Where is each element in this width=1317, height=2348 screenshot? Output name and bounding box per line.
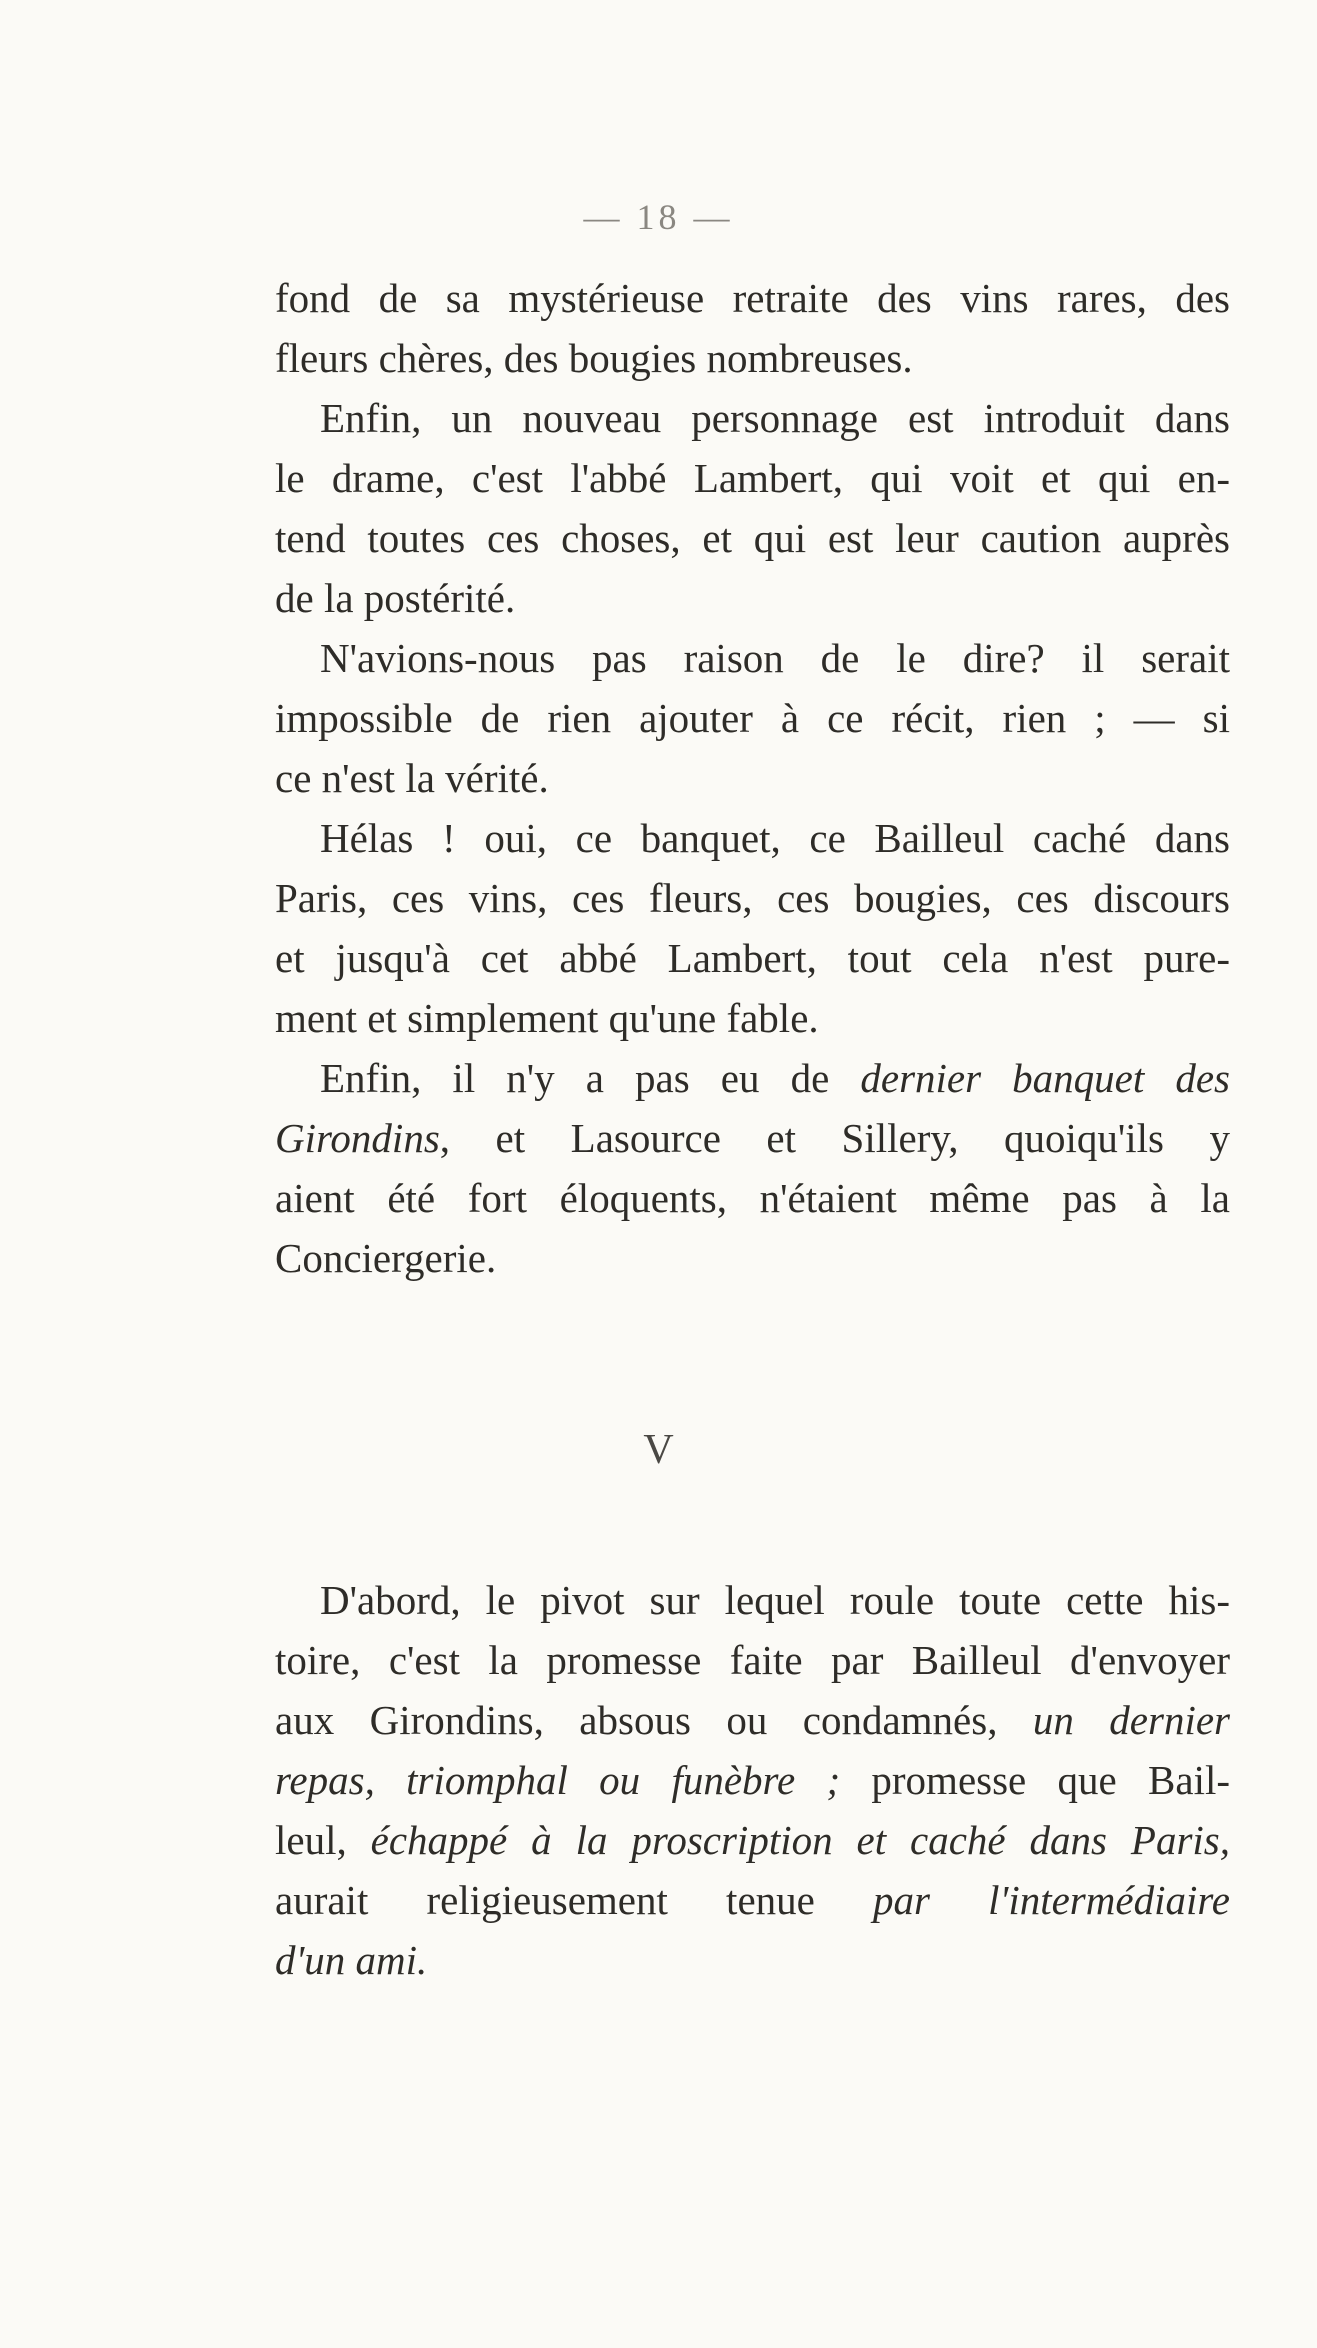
text-line: repas, triomphal ou funèbre ; promesse que Bail- [275,1757,1231,1803]
italic-text: Girondins [275,1115,440,1161]
italic-text: dernier banquet des [860,1055,1230,1101]
text-line: le drame, c'est l'abbé Lambert, qui voit et qui en- [275,455,1230,501]
italic-text: repas, triomphal ou funèbre ; [275,1757,841,1803]
text-line: aux Girondins, absous ou condamnés, un dernier [275,1697,1230,1743]
italic-text: un dernier [1032,1697,1230,1743]
text-block-before-section [275,268,1230,1288]
text-line: Girondins, et Lasource et Sillery, quoiqu'ils y [275,1115,1230,1161]
text-line: fond de sa mystérieuse retraite des vins rares, des [275,275,1230,321]
italic-text: d'un ami. [275,1937,428,1983]
text-line [275,1930,1230,1990]
text-line: leul, échappé à la proscription et caché dans Paris, [275,1817,1231,1863]
section-heading: V [643,1427,674,1473]
text-line: N'avions-nous pas raison de le dire? il serait [320,635,1230,681]
italic-text: échappé à la proscription et caché dans Paris, [370,1817,1231,1863]
page-number: — 18 — [583,197,734,237]
text-line: aurait religieusement tenue par l'intermédiaire [275,1877,1230,1923]
text-line: ce n'est la vérité. [275,755,549,801]
text-line: Paris, ces vins, ces fleurs, ces bougies, ces discours [275,875,1230,921]
italic-text: par l'intermédiaire [873,1877,1230,1923]
text-line: impossible de rien ajouter à ce récit, rien ; — si [275,695,1230,741]
text-line: aient été fort éloquents, n'étaient même pas à la [275,1175,1230,1221]
text-line: tend toutes ces choses, et qui est leur caution auprès [275,515,1230,561]
text-line: toire, c'est la promesse faite par Bailleul d'envoyer [275,1637,1230,1683]
text-block-section-v [275,1570,1230,1990]
text-line: Enfin, un nouveau personnage est introduit dans [320,395,1230,441]
text-line: D'abord, le pivot sur lequel roule toute cette his- [320,1577,1230,1623]
text-line: Conciergerie. [275,1235,497,1281]
text-line: Enfin, il n'y a pas eu de dernier banquet des [320,1055,1230,1101]
text-line: Hélas ! oui, ce banquet, ce Bailleul caché dans [320,815,1230,861]
text-line: et jusqu'à cet abbé Lambert, tout cela n'est pure- [275,935,1230,981]
text-line: fleurs chères, des bougies nombreuses. [275,335,913,381]
text-line: ment et simplement qu'une fable. [275,995,819,1041]
text-line: de la postérité. [275,575,516,621]
